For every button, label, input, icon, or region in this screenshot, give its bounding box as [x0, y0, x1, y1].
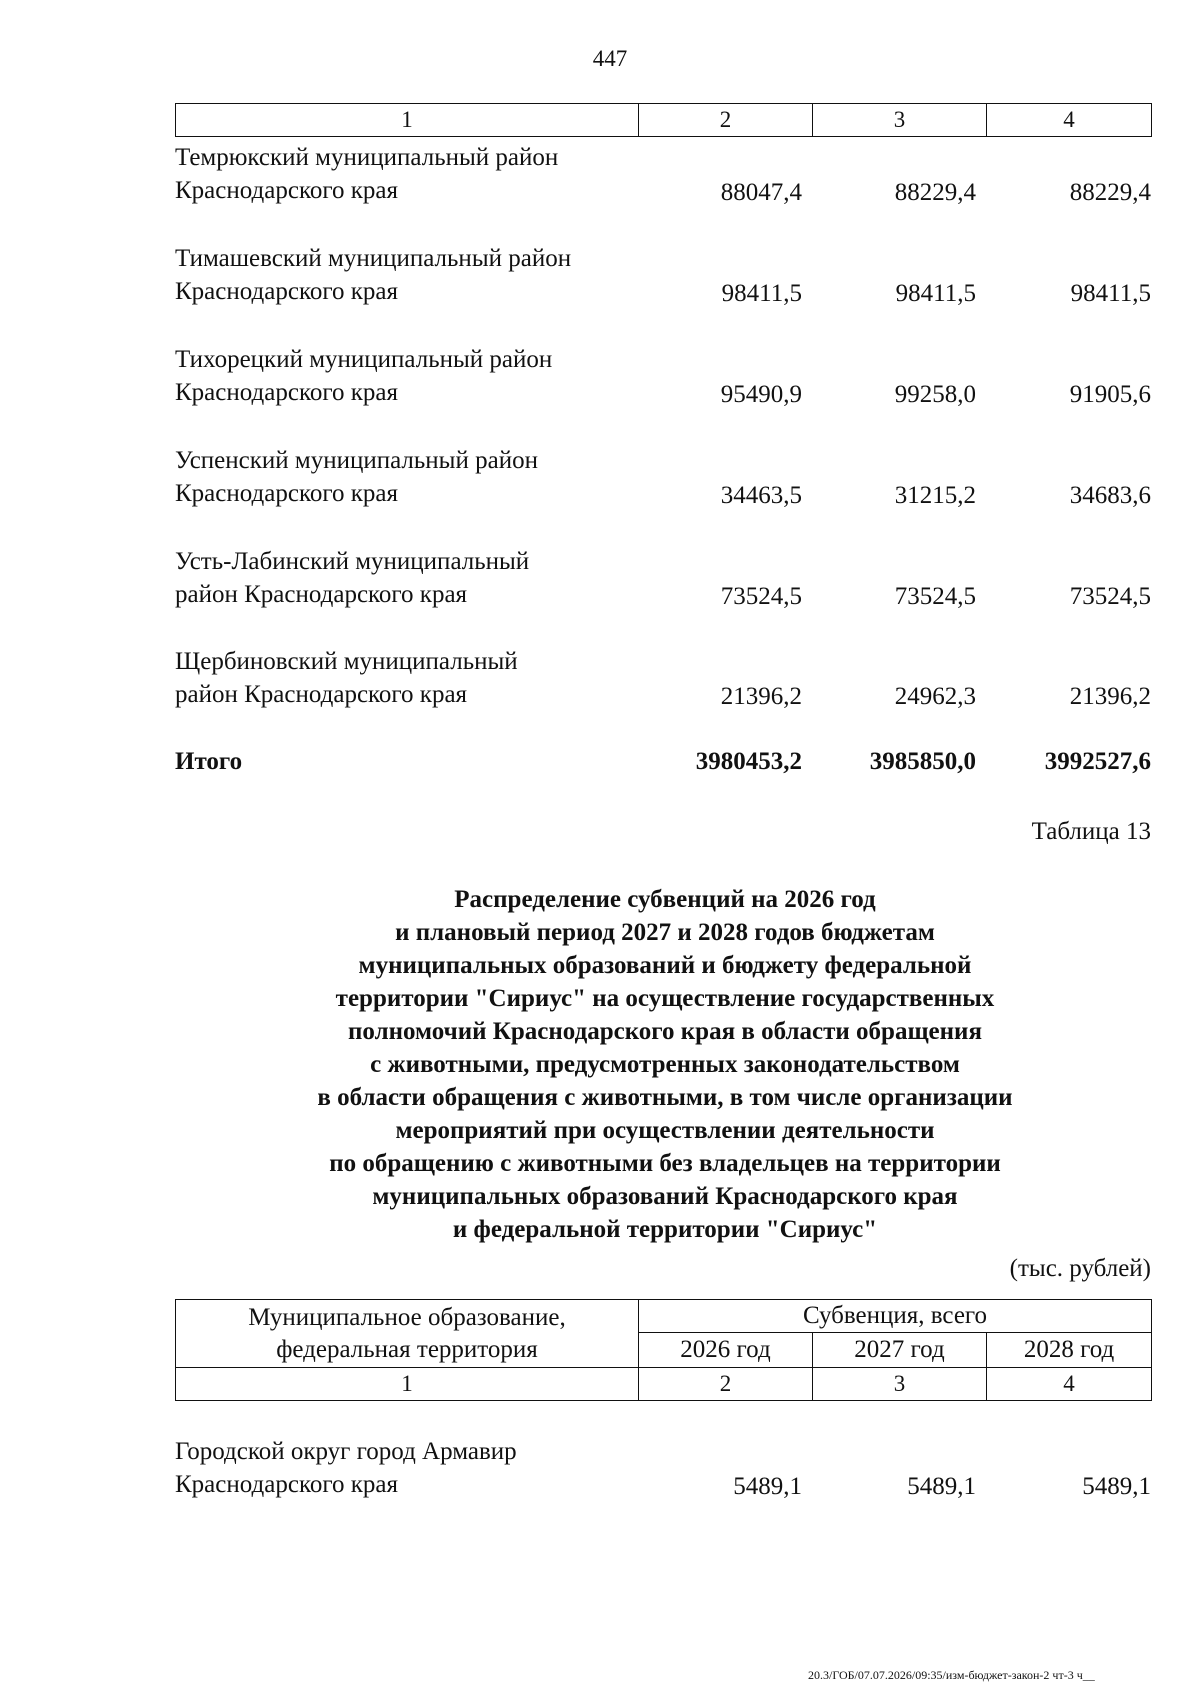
municipality-name [175, 141, 615, 207]
value-2026: 73524,5 [720, 583, 802, 610]
header-line: Муниципальное образование, [248, 1303, 566, 1331]
header-year-2027: 2027 год [813, 1333, 987, 1368]
total-2028: 3992527,6 [1044, 748, 1151, 775]
table-row [175, 141, 1151, 211]
heading-line: и федеральной территории "Сириус" [452, 1216, 878, 1243]
header-line: федеральная территория [276, 1335, 538, 1363]
name-line: Тихорецкий муниципальный район [175, 346, 553, 373]
heading-line: муниципальных образований Краснодарского края [372, 1183, 958, 1210]
municipality-name [175, 1435, 615, 1501]
column-number-4: 4 [987, 104, 1152, 137]
municipality-name [175, 343, 615, 409]
value-2028: 5489,1 [1082, 1473, 1151, 1500]
value-2026: 95490,9 [720, 381, 802, 408]
table-row [175, 444, 1151, 514]
heading-line: по обращению с животными без владельцев на территории [329, 1150, 1001, 1177]
table-header [175, 1299, 1152, 1401]
value-2028: 91905,6 [1069, 381, 1151, 408]
heading-line: территории "Сириус" на осуществление государственных [335, 985, 995, 1012]
units-note: (тыс. рублей) [1009, 1255, 1151, 1282]
header-municipality [176, 1300, 639, 1368]
name-line: Успенский муниципальный район [175, 447, 538, 474]
value-2026: 21396,2 [720, 683, 802, 710]
heading-line: полномочий Краснодарского края в области обращения [348, 1018, 982, 1045]
heading-line: муниципальных образований и бюджету федеральной [358, 952, 972, 979]
value-2027: 99258,0 [894, 381, 976, 408]
table-row [175, 1435, 1151, 1505]
table-row [175, 343, 1151, 413]
value-2026: 34463,5 [720, 482, 802, 509]
total-2026: 3980453,2 [695, 748, 802, 775]
total-2027: 3985850,0 [869, 748, 976, 775]
municipality-name [175, 545, 615, 611]
heading-line: Распределение субвенций на 2026 год [454, 886, 876, 913]
value-2026: 5489,1 [733, 1473, 802, 1500]
value-2026: 88047,4 [720, 179, 802, 206]
name-line: Краснодарского края [175, 177, 398, 204]
name-line: Щербиновский муниципальный [175, 648, 518, 675]
header-year-2026: 2026 год [639, 1333, 813, 1368]
value-2027: 5489,1 [907, 1473, 976, 1500]
name-line: Тимашевский муниципальный район [175, 245, 572, 272]
header-subvention-total: Субвенция, всего [639, 1300, 1152, 1333]
value-2028: 98411,5 [1070, 280, 1151, 307]
column-number-2: 2 [639, 104, 813, 137]
column-number-1: 1 [176, 1368, 639, 1401]
heading-line: в области обращения с животными, в том числе организации [317, 1084, 1013, 1111]
page-number: 447 [592, 46, 628, 71]
name-line: район Краснодарского края [175, 681, 468, 708]
value-2028: 21396,2 [1069, 683, 1151, 710]
total-label: Итого [175, 748, 243, 775]
table-row [175, 645, 1151, 715]
top-column-number-row [175, 103, 1152, 137]
heading-line: и плановый период 2027 и 2028 годов бюджетам [395, 919, 935, 946]
heading-line: с животными, предусмотренных законодательством [370, 1051, 960, 1078]
name-line: Краснодарского края [175, 379, 398, 406]
name-line: Городской округ город Армавир [175, 1438, 517, 1465]
table-label: Таблица 13 [1031, 818, 1151, 845]
column-number-3: 3 [813, 104, 987, 137]
value-2027: 24962,3 [894, 683, 976, 710]
value-2027: 98411,5 [895, 280, 976, 307]
name-line: Краснодарского края [175, 1471, 398, 1498]
header-year-2028: 2028 год [987, 1333, 1152, 1368]
municipality-name [175, 444, 615, 510]
total-row [175, 745, 1151, 785]
heading-line: мероприятий при осуществлении деятельности [395, 1117, 935, 1144]
name-line: Усть-Лабинский муниципальный [175, 548, 530, 575]
value-2028: 34683,6 [1069, 482, 1151, 509]
value-2027: 88229,4 [894, 179, 976, 206]
value-2027: 73524,5 [894, 583, 976, 610]
name-line: Темрюкский муниципальный район [175, 144, 559, 171]
table-row [175, 545, 1151, 615]
name-line: Краснодарского края [175, 278, 398, 305]
value-2026: 98411,5 [721, 280, 802, 307]
municipality-name [175, 645, 615, 711]
value-2027: 31215,2 [894, 482, 976, 509]
name-line: район Краснодарского края [175, 581, 468, 608]
table-heading [190, 883, 1140, 1246]
value-2028: 88229,4 [1069, 179, 1151, 206]
column-number-1: 1 [176, 104, 639, 137]
name-line: Краснодарского края [175, 480, 398, 507]
document-footer: 20.3/ГОБ/07.07.2026/09:35/изм-бюджет-закон-2 чт-3 ч__ [808, 1668, 1095, 1682]
municipality-name [175, 242, 615, 308]
column-number-3: 3 [813, 1368, 987, 1401]
table-row [175, 242, 1151, 312]
column-number-4: 4 [987, 1368, 1152, 1401]
value-2028: 73524,5 [1069, 583, 1151, 610]
column-number-2: 2 [639, 1368, 813, 1401]
